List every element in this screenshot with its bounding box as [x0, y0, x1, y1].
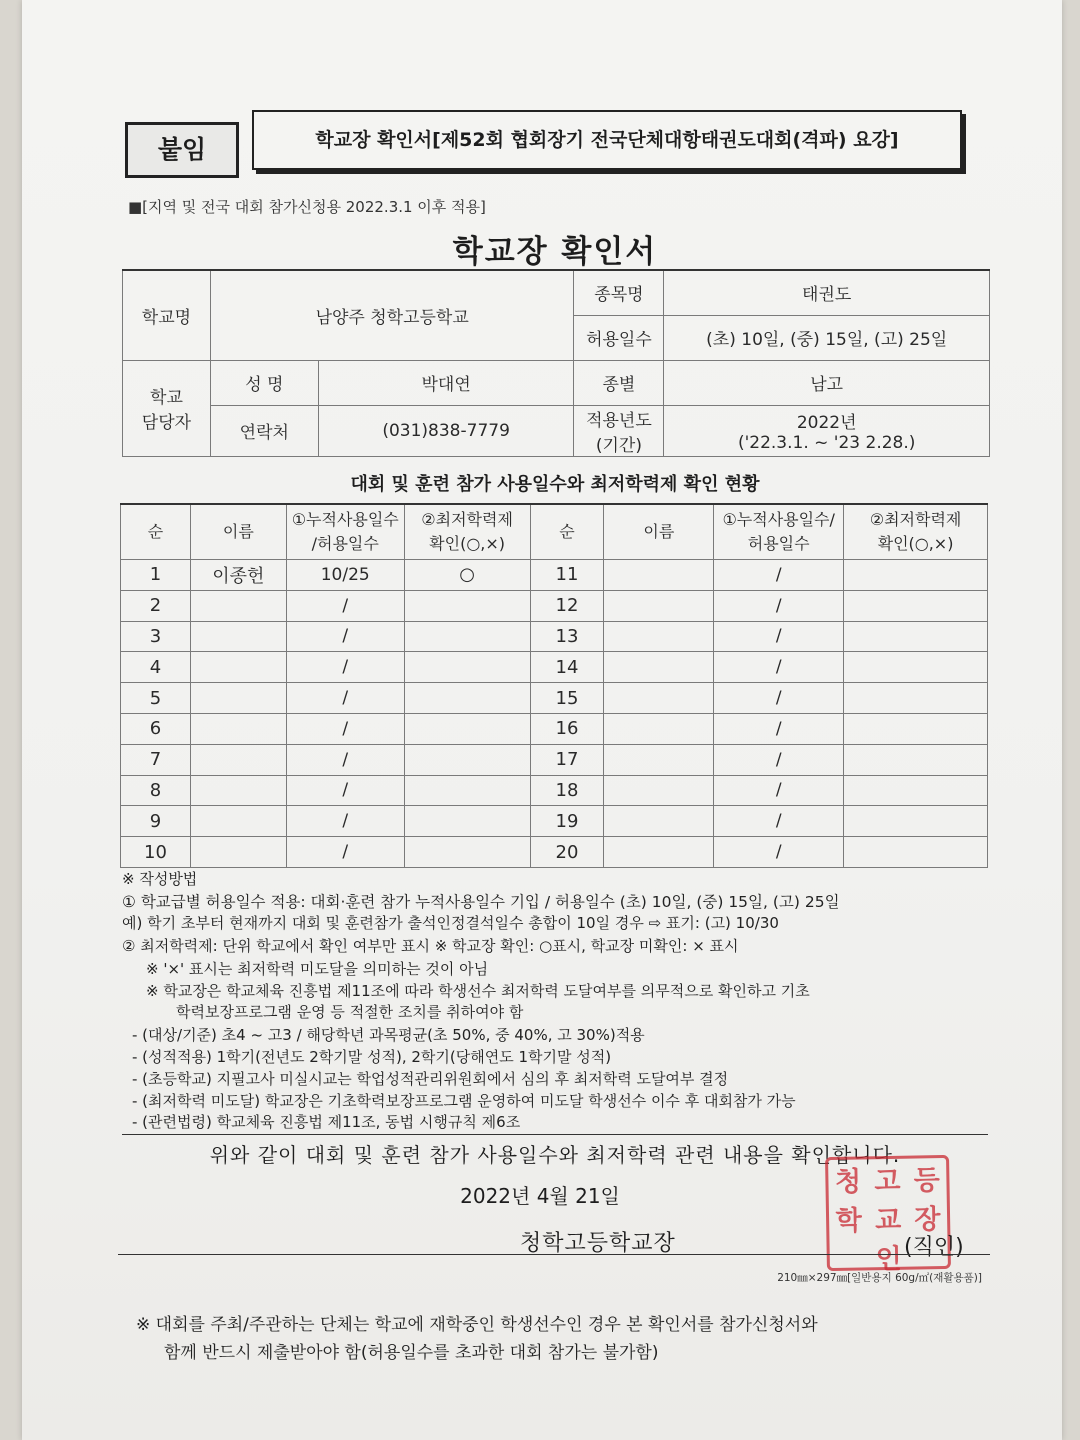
- table-row: [121, 713, 988, 744]
- row-number: 18: [530, 775, 604, 806]
- note-item: 예) 학기 초부터 현재까지 대회 및 훈련참가 출석인정결석일수 총합이 10일 경우 ⇨ 표기: (고) 10/30: [122, 914, 779, 932]
- table-row: [121, 837, 988, 868]
- year-value: 2022년 ('22.3.1. ~ '23 2.28.): [664, 405, 990, 456]
- row-number: 12: [530, 590, 604, 621]
- row-number: 17: [530, 744, 604, 775]
- row-number: 7: [121, 744, 191, 775]
- header-no-right: 순: [530, 504, 604, 560]
- header-grade: ②최저학력제 확인(○,×): [404, 504, 530, 560]
- row-check: [844, 744, 988, 775]
- page-title: 학교장 확인서: [452, 234, 658, 270]
- row-name: [604, 683, 714, 714]
- row-name: [604, 775, 714, 806]
- row-number: 15: [530, 683, 604, 714]
- row-name: [190, 775, 286, 806]
- row-days: /: [286, 683, 404, 714]
- note-item: ① 학교급별 허용일수 적용: 대회·훈련 참가 누적사용일수 기입 / 허용일수 (초) 10일, (중) 15일, (고) 25일: [122, 893, 840, 911]
- row-check: [404, 683, 530, 714]
- header-grade-right: ②최저학력제 확인(○,×): [844, 504, 988, 560]
- row-number: 20: [530, 837, 604, 868]
- table-row: [121, 775, 988, 806]
- note-item: - (관련법령) 학교체육 진흥법 제11조, 동법 시행규칙 제6조: [132, 1113, 521, 1131]
- row-check: [844, 621, 988, 652]
- footer-note: 함께 반드시 제출받아야 함(허용일수를 초과한 대회 참가는 불가함): [164, 1343, 659, 1363]
- school-name-label: 학교명: [123, 270, 211, 360]
- row-number: 19: [530, 806, 604, 837]
- row-check: [844, 775, 988, 806]
- table-row: [121, 806, 988, 837]
- row-days: /: [286, 837, 404, 868]
- row-days: /: [286, 590, 404, 621]
- row-check: [404, 744, 530, 775]
- row-check: [844, 837, 988, 868]
- row-days: /: [714, 621, 844, 652]
- event-label: 종목명: [574, 270, 664, 315]
- row-check: [844, 713, 988, 744]
- document-header-title: 학교장 확인서[제52회 협회장기 전국단체대항태권도대회(격파) 요강]: [252, 110, 962, 170]
- event-value: 태권도: [664, 270, 990, 315]
- staff-name-label: 성 명: [210, 360, 318, 405]
- row-name: [190, 621, 286, 652]
- table-row: [121, 560, 988, 591]
- official-seal-stamp: 청 고 등 학 교 장 인: [825, 1155, 951, 1271]
- row-days: /: [286, 806, 404, 837]
- application-note: ■[지역 및 전국 대회 참가신청용 2022.3.1 이후 적용]: [128, 198, 486, 216]
- section-title: 대회 및 훈련 참가 사용일수와 최저학력제 확인 현황: [350, 474, 760, 495]
- note-item: - (초등학교) 지필고사 미실시교는 학업성적관리위원회에서 심의 후 최저학력 도달여부 결정: [132, 1070, 729, 1088]
- row-number: 3: [121, 621, 191, 652]
- footer-note: ※ 대회를 주최/주관하는 단체는 학교에 재학중인 학생선수인 경우 본 확인서를 참가신청서와: [136, 1315, 818, 1335]
- row-days: 10/25: [286, 560, 404, 591]
- header-no: 순: [121, 504, 191, 560]
- row-check: [404, 652, 530, 683]
- row-days: /: [714, 744, 844, 775]
- note-heading: ※ 작성방법: [122, 870, 198, 888]
- row-name: [604, 837, 714, 868]
- row-name: [190, 683, 286, 714]
- row-check: [844, 590, 988, 621]
- row-number: 8: [121, 775, 191, 806]
- category-value: 남고: [664, 360, 990, 405]
- header-days: ①누적사용일수 /허용일수: [286, 504, 404, 560]
- note-item: ※ 학교장은 학교체육 진흥법 제11조에 따라 학생선수 최저학력 도달여부를 의무적으로 확인하고 기초: [146, 982, 810, 1000]
- row-check: [844, 652, 988, 683]
- row-name: 이종헌: [190, 560, 286, 591]
- table-row: [121, 590, 988, 621]
- note-item: - (최저학력 미도달) 학교장은 기초학력보장프로그램 운영하여 미도달 학생선수 이수 후 대회참가 가능: [132, 1092, 796, 1110]
- note-item: 학력보장프로그램 운영 등 적절한 조치를 취하여야 함: [176, 1003, 524, 1021]
- row-days: /: [286, 621, 404, 652]
- row-name: [190, 744, 286, 775]
- document-date: 2022년 4월 21일: [460, 1184, 620, 1208]
- row-days: /: [714, 775, 844, 806]
- row-days: /: [714, 683, 844, 714]
- row-number: 14: [530, 652, 604, 683]
- contact-value: (031)838-7779: [318, 405, 574, 456]
- staff-name-value: 박대연: [318, 360, 574, 405]
- seal-label: (직인): [904, 1235, 964, 1260]
- row-name: [604, 713, 714, 744]
- row-check: [844, 683, 988, 714]
- row-number: 4: [121, 652, 191, 683]
- row-name: [190, 806, 286, 837]
- row-check: ○: [404, 560, 530, 591]
- row-number: 13: [530, 621, 604, 652]
- attachment-tag: 붙임: [125, 122, 239, 178]
- row-number: 6: [121, 713, 191, 744]
- table-row: [121, 683, 988, 714]
- info-table: [122, 269, 990, 457]
- row-check: [844, 560, 988, 591]
- note-item: ② 최저학력제: 단위 학교에서 확인 여부만 표시 ※ 학교장 확인: ○표시, 학교장 미확인: × 표시: [122, 937, 739, 955]
- category-label: 종별: [574, 360, 664, 405]
- staff-label: 학교 담당자: [123, 360, 211, 456]
- participation-table: [120, 503, 988, 868]
- allowed-days-label: 허용일수: [574, 315, 664, 360]
- row-name: [190, 713, 286, 744]
- row-days: /: [286, 744, 404, 775]
- row-days: /: [714, 590, 844, 621]
- row-check: [844, 806, 988, 837]
- allowed-days-value: (초) 10일, (중) 15일, (고) 25일: [664, 315, 990, 360]
- table-row: [121, 621, 988, 652]
- row-days: /: [286, 775, 404, 806]
- row-check: [404, 621, 530, 652]
- row-days: /: [286, 713, 404, 744]
- note-item: - (성적적용) 1학기(전년도 2학기말 성적), 2학기(당해연도 1학기말 성적): [132, 1048, 612, 1066]
- row-days: /: [714, 806, 844, 837]
- note-item: ※ '×' 표시는 최저학력 미도달을 의미하는 것이 아님: [146, 960, 489, 978]
- table-row: [121, 652, 988, 683]
- row-days: /: [714, 652, 844, 683]
- row-number: 5: [121, 683, 191, 714]
- year-label: 적용년도 (기간): [574, 405, 664, 456]
- row-check: [404, 806, 530, 837]
- row-check: [404, 590, 530, 621]
- row-days: /: [714, 837, 844, 868]
- row-days: /: [286, 652, 404, 683]
- school-name-value: 남양주 청학고등학교: [210, 270, 574, 360]
- row-days: /: [714, 713, 844, 744]
- row-name: [604, 806, 714, 837]
- table-row: [121, 744, 988, 775]
- row-number: 2: [121, 590, 191, 621]
- row-check: [404, 775, 530, 806]
- header-name: 이름: [190, 504, 286, 560]
- row-check: [404, 713, 530, 744]
- row-days: /: [714, 560, 844, 591]
- row-number: 1: [121, 560, 191, 591]
- row-name: [190, 590, 286, 621]
- row-number: 16: [530, 713, 604, 744]
- row-name: [604, 590, 714, 621]
- row-number: 9: [121, 806, 191, 837]
- confirmation-text: 위와 같이 대회 및 훈련 참가 사용일수와 최저학력 관련 내용을 확인합니다.: [122, 1134, 988, 1168]
- row-number: 10: [121, 837, 191, 868]
- divider: [118, 1254, 990, 1255]
- contact-label: 연락처: [210, 405, 318, 456]
- row-name: [604, 652, 714, 683]
- paper-spec: 210㎜×297㎜[일반용지 60g/㎡(재활용품)]: [777, 1272, 982, 1284]
- note-item: - (대상/기준) 초4 ~ 고3 / 해당학년 과목평균(초 50%, 중 40%, 고 30%)적용: [132, 1026, 645, 1044]
- row-check: [404, 837, 530, 868]
- row-name: [190, 652, 286, 683]
- row-name: [604, 621, 714, 652]
- header-days-right: ①누적사용일수/ 허용일수: [714, 504, 844, 560]
- header-name-right: 이름: [604, 504, 714, 560]
- row-number: 11: [530, 560, 604, 591]
- row-name: [604, 560, 714, 591]
- principal-signature-line: 청학고등학교장: [520, 1231, 676, 1256]
- row-name: [604, 744, 714, 775]
- row-name: [190, 837, 286, 868]
